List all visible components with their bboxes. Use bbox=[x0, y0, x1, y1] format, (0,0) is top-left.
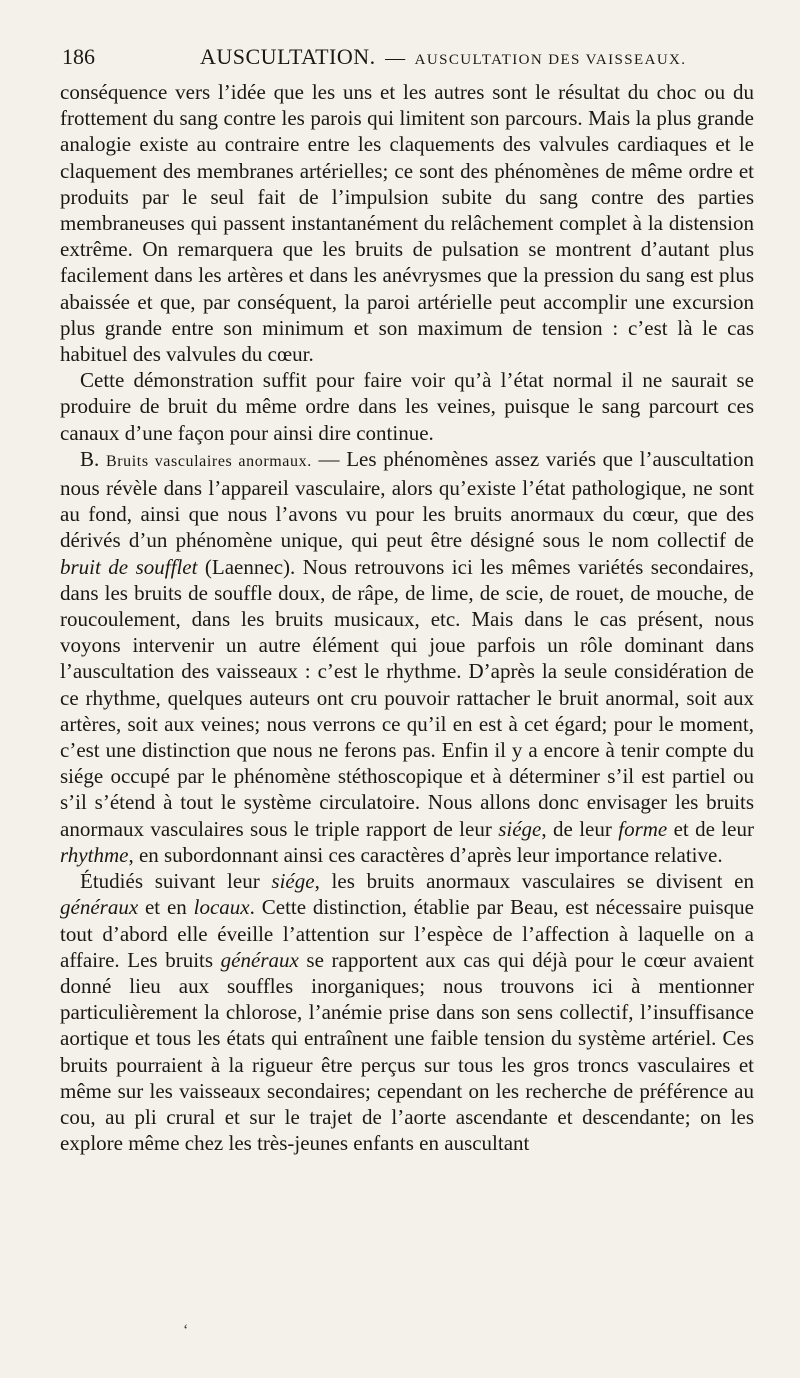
text-run: , de leur bbox=[541, 816, 619, 841]
chapter-title: AUSCULTATION. bbox=[200, 44, 376, 69]
italic-term: rhythme bbox=[60, 842, 129, 867]
text-run: , en subordonnant ainsi ces caractères d’après leur importance relative. bbox=[128, 842, 723, 867]
text-run: et de leur bbox=[667, 816, 754, 841]
text-run: (Laennec). Nous retrouvons ici les mêmes variétés secondaires, dans les bruits de souffle doux, de râpe, de lime, de scie, de rouet, de mouche, de roucoulement, dans les bruits musicaux, etc. Mais dans le cas présent, nous voyons intervenir un autre élément qui joue parfois un rôle dominant dans l’auscultation des vaisseaux : c’est le rhythme. D’après la seule considération de ce rhythme, quelques auteurs ont cru pouvoir rattacher le bruit anormal, soit aux artères, soit aux veines; nous verrons ce qu’il en est à cet égard; pour le moment, c’est une distinction que nous ne ferons pas. Enfin il y a encore à tenir compte du siége occupé par le phénomène stéthoscopique et à déterminer s’il est partiel ou s’il s’étend à tout le système circulatoire. Nous allons donc envisager les bruits anormaux vasculaires sous le triple rapport de leur bbox=[60, 554, 754, 841]
italic-term: généraux bbox=[60, 895, 139, 920]
running-title bbox=[200, 42, 686, 75]
body-text bbox=[60, 79, 754, 1156]
heading-dash: — bbox=[311, 446, 347, 471]
text-run: Étudiés suivant leur bbox=[80, 869, 272, 894]
italic-term: locaux bbox=[193, 895, 250, 920]
section-heading: Bruits vasculaires anormaux. bbox=[105, 452, 312, 470]
paragraph-2: Cette démonstration suffit pour faire voir qu’à l’état normal il ne saurait se produire de bruit du même ordre dans les veines, puisque le sang parcourt ces canaux d’une façon pour ainsi dire continue. bbox=[60, 368, 754, 445]
italic-term: siége bbox=[271, 869, 315, 894]
italic-term: siége bbox=[498, 816, 542, 841]
paragraph-4 bbox=[60, 868, 754, 1156]
text-run: Les phénomènes assez variés que l’auscultation nous révèle dans l’appareil vasculaire, alors qu’existe l’état pathologique, ne sont au fond, ainsi que nous l’avons vu pour les bruits anormaux du cœur, que des dérivés d’un phénomène unique, qui peut être désigné sous le nom collectif de bbox=[60, 446, 754, 553]
section-title: AUSCULTATION DES VAISSEAUX. bbox=[414, 52, 687, 68]
text-run: . Cette distinction, établie par Beau, est nécessaire puisque tout d’abord elle éveille l’attention sur l’espèce de l’affection à laquelle on a affaire. Les bruits bbox=[60, 895, 754, 972]
section-label: B. bbox=[80, 446, 100, 471]
italic-term: bruit de soufflet bbox=[60, 554, 198, 579]
italic-term: généraux bbox=[220, 947, 299, 972]
paragraph-3 bbox=[60, 446, 754, 868]
text-run: , les bruits anormaux vasculaires se divisent en bbox=[314, 869, 754, 894]
footer-mark: ‘ bbox=[183, 1322, 189, 1339]
text-run: et en bbox=[138, 895, 194, 920]
italic-term: forme bbox=[618, 816, 668, 841]
running-header bbox=[62, 42, 754, 72]
text-run: se rapportent aux cas qui déjà pour le cœur avaient donné lieu aux souffles inorganiques; nous trouvons ici à mentionner particulièrement la chlorose, l’anémie prise dans son sens collectif, l’insuffisance aortique et tous les états qui entraînent une faible tension du système artériel. Ces bruits pourraient à la rigueur être perçus sur tous les gros troncs vasculaires et même sur les vaisseaux secondaires; cependant on les recherche de préférence au cou, au pli crural et sur le trajet de l’aorte ascendante et descendante; on les explore même chez les très-jeunes enfants en auscultant bbox=[60, 947, 754, 1156]
paragraph-1: conséquence vers l’idée que les uns et les autres sont le résultat du choc ou du frottement du sang contre les parois qui limitent son parcours. Mais la plus grande analogie existe au contraire entre les claquements des valvules cardiaques et le claquement des membranes artérielles; ce sont des phénomènes de même ordre et produits par le seul fait de l’impulsion subite du sang contre des parties membraneuses qui passent instantanément du relâchement complet à la distension extrême. On remarquera que les bruits de pulsation se montrent d’autant plus facilement dans les artères et dans les anévrysmes que la pression du sang est plus abaissée et que, par conséquent, la paroi artérielle peut accomplir une excursion plus grande entre son minimum et son maximum de tension : c’est là le cas habituel des valvules du cœur. bbox=[60, 80, 754, 367]
header-dash: — bbox=[385, 47, 406, 69]
page-number: 186 bbox=[62, 44, 95, 69]
